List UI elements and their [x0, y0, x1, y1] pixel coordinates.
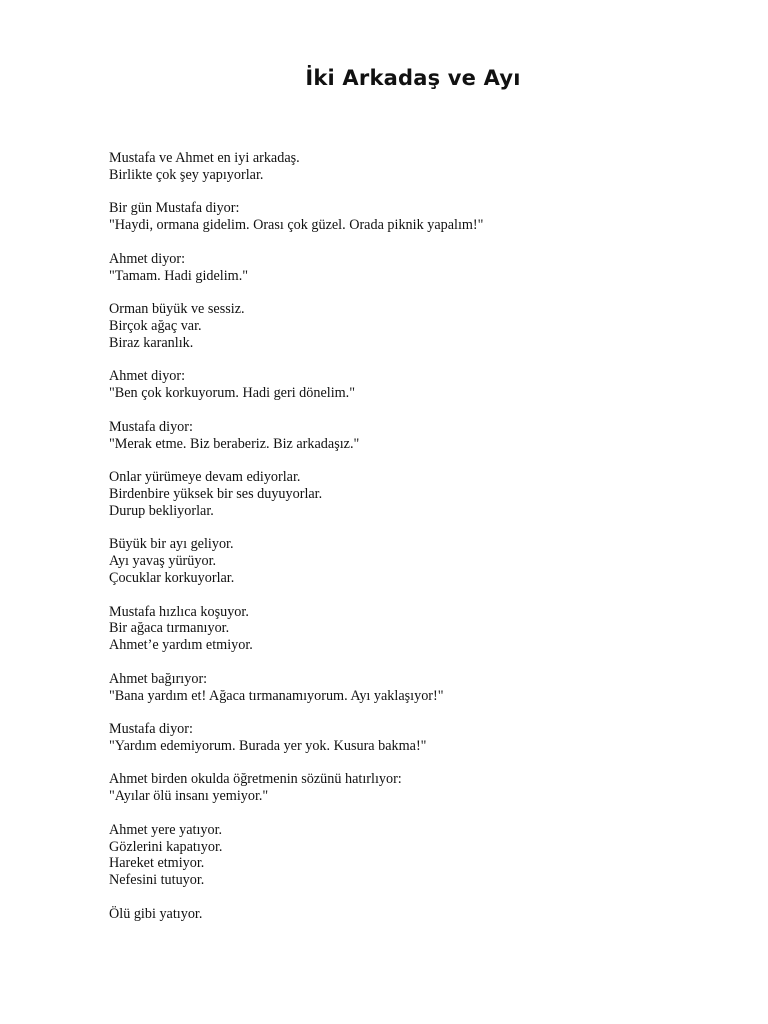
- text-line: "Haydi, ormana gidelim. Orası çok güzel. Orada piknik yapalım!": [109, 217, 484, 234]
- text-line: Ahmet diyor:: [109, 250, 186, 267]
- text-line: Biraz karanlık.: [109, 334, 194, 351]
- text-line: "Ayılar ölü insanı yemiyor.": [109, 788, 269, 805]
- text-line: Ahmet diyor:: [109, 368, 186, 385]
- text-line: Mustafa ve Ahmet en iyi arkadaş.: [109, 150, 300, 166]
- paragraph: [109, 906, 729, 923]
- text-line: Çocuklar korkuyorlar.: [109, 569, 235, 586]
- text-line: Durup bekliyorlar.: [109, 502, 214, 519]
- text-line: Orman büyük ve sessiz.: [109, 301, 245, 318]
- text-line: Birlikte çok şey yapıyorlar.: [109, 166, 264, 183]
- text-line: Birdenbire yüksek bir ses duyuyorlar.: [109, 485, 323, 502]
- text-line: Mustafa diyor:: [109, 721, 193, 738]
- text-line: Onlar yürümeye devam ediyorlar.: [109, 469, 301, 486]
- text-line: "Ben çok korkuyorum. Hadi geri dönelim.": [109, 385, 356, 402]
- text-line: Ahmet bağırıyor:: [109, 670, 208, 687]
- text-line: Mustafa hızlıca koşuyor.: [109, 603, 249, 620]
- text-line: Gözlerini kapatıyor.: [109, 838, 223, 855]
- text-line: Hareket etmiyor.: [109, 855, 205, 872]
- paragraph: [109, 200, 729, 234]
- text-line: "Yardım edemiyorum. Burada yer yok. Kusura bakma!": [109, 737, 427, 754]
- text-line: Ahmet yere yatıyor.: [109, 821, 223, 838]
- text-line: Büyük bir ayı geliyor.: [109, 536, 234, 553]
- paragraph: [109, 721, 729, 755]
- paragraph: [109, 301, 729, 351]
- paragraph: [109, 536, 729, 586]
- text-line: "Tamam. Hadi gidelim.": [109, 267, 249, 284]
- text-line: Bir gün Mustafa diyor:: [109, 200, 240, 217]
- text-line: Ölü gibi yatıyor.: [109, 905, 203, 922]
- text-line: "Merak etme. Biz beraberiz. Biz arkadaşız.": [109, 435, 360, 452]
- paragraph: [109, 671, 729, 705]
- paragraph: [109, 771, 729, 805]
- paragraph: [109, 419, 729, 453]
- paragraph: [109, 469, 729, 519]
- text-line: Ahmet’e yardım etmiyor.: [109, 637, 253, 654]
- text-line: Bir ağaca tırmanıyor.: [109, 620, 230, 637]
- text-line: Nefesini tutuyor.: [109, 872, 205, 889]
- text-line: Mustafa diyor:: [109, 418, 193, 435]
- paragraph: [109, 150, 729, 184]
- paragraph: [109, 604, 729, 654]
- text-line: Birçok ağaç var.: [109, 317, 202, 334]
- paragraph: [109, 251, 729, 285]
- text-line: "Bana yardım et! Ağaca tırmanamıyorum. Ayı yaklaşıyor!": [109, 687, 444, 704]
- paragraph: [109, 822, 729, 889]
- text-line: Ahmet birden okulda öğretmenin sözünü hatırlıyor:: [109, 771, 402, 788]
- document-title: İki Arkadaş ve Ayı: [305, 66, 521, 90]
- paragraph: [109, 368, 729, 402]
- story-body: [109, 150, 729, 939]
- text-line: Ayı yavaş yürüyor.: [109, 553, 217, 570]
